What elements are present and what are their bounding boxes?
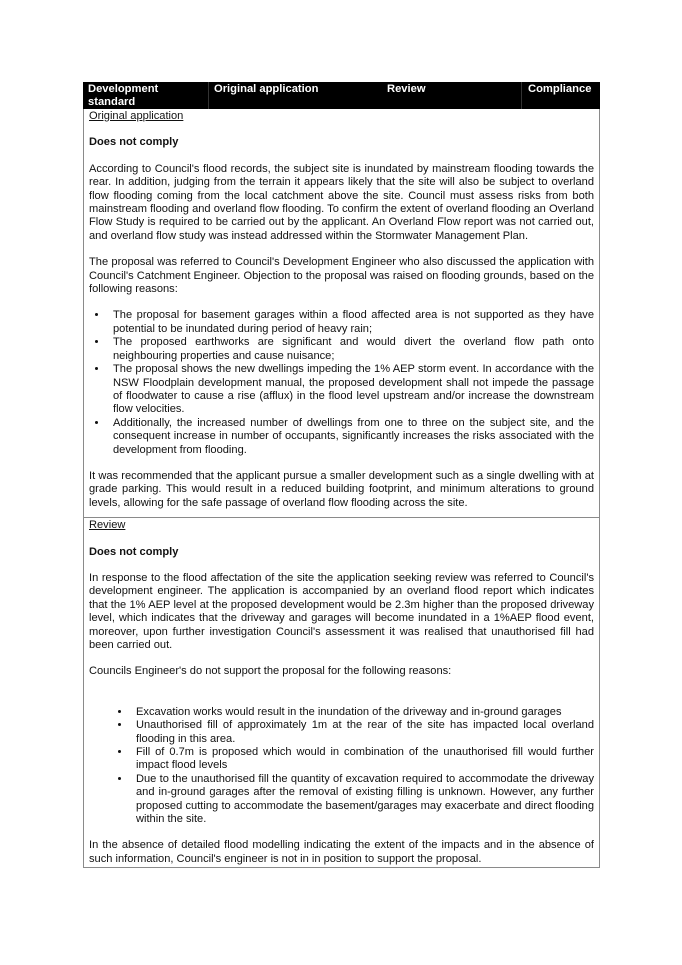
paragraph: According to Council's flood records, the subject site is inundated by mainstream flooding towards the rear. In addition, judging from the terrain it appears likely that the site will also be subject to overland flow flooding coming from the local catchment above the site. Council must assess risks from both mainstream flooding and overland flow flooding. To confirm the extent of overland flooding an Overland Flow Study is required to be carried out by the applicant. An Overland Flow report was not carried out, and overland flow study was instead addressed within the Stormwater Management Plan. (89, 162, 594, 242)
paragraph: The proposal was referred to Council's Development Engineer who also discussed the application with Council's Catchment Engineer. Objection to the proposal was raised on flooding grounds, based on the following reasons: (89, 256, 594, 296)
header-review: Review (359, 82, 522, 109)
paragraph: Councils Engineer's do not support the proposal for the following reasons: (89, 665, 452, 678)
header-compliance: Compliance (528, 83, 592, 95)
section-review (83, 518, 600, 868)
paragraph: In the absence of detailed flood modelling indicating the extent of the impacts and in the absence of such information, Council's engineer is not in in position to support the proposal. (89, 839, 594, 865)
list-item: • The proposal for basement garages within a flood affected area is not supported as they have potential to be inundated during period of heavy rain; (108, 309, 594, 336)
development-standard-table (83, 82, 600, 868)
list-item: • Fill of 0.7m is proposed which would in combination of the unauthorised fill would further impact flood levels (131, 746, 594, 773)
compliance-status: Does not comply (89, 136, 179, 149)
section-original-application (83, 109, 600, 518)
header-original-application: Original application (214, 83, 319, 95)
reasons-list (89, 706, 594, 827)
paragraph: In response to the flood affectation of the site the application seeking review was referred to Council's development engineer. The application is accompanied by an overland flood report which indicates that the 1% AEP level at the proposed development would be 2.3m higher than the proposed driveway level, which indicates that the driveway and garages will become inundated in a 1%AEP flood event, moreover, upon further investigation Council's assessment it was realised that unauthorised fill had been carried out. (89, 571, 594, 651)
section-heading: Review (89, 519, 126, 532)
list-item: • The proposal shows the new dwellings impeding the 1% AEP storm event. In accordance with the NSW Floodplain development manual, the proposed development shall not impede the passage of floodwater to cause a rise (afflux) in the flood level upstream and/or increase the downstream flow velocities. (108, 363, 594, 417)
list-item: • Due to the unauthorised fill the quantity of excavation required to accommodate the driveway and in-ground garages after the removal of existing filling is unknown. However, any further proposed cutting to accommodate the basement/garages may exacerbate and direct flooding within the site. (131, 773, 594, 827)
list-item: • Additionally, the increased number of dwellings from one to three on the subject site, and the consequent increase in number of occupants, significantly increases the risks associated with the development from flooding. (108, 417, 594, 457)
compliance-status: Does not comply (89, 545, 179, 558)
table-header-row (83, 82, 600, 109)
list-item: • Excavation works would result in the inundation of the driveway and in-ground garages (131, 706, 594, 719)
paragraph: It was recommended that the applicant pursue a smaller development such as a single dwelling with at grade parking. This would result in a reduced building footprint, and minimum alterations to ground levels, allowing for the safe passage of overland flow flooding across the site. (89, 469, 594, 509)
reasons-list (89, 309, 594, 456)
header-development-standard: Development standard (83, 82, 209, 109)
list-item: • Unauthorised fill of approximately 1m at the rear of the site has impacted local overland flooding in this area. (131, 719, 594, 746)
section-heading: Original application (89, 110, 184, 122)
list-item: • The proposed earthworks are significant and would divert the overland flow path onto neighbouring properties and cause nuisance; (108, 336, 594, 363)
